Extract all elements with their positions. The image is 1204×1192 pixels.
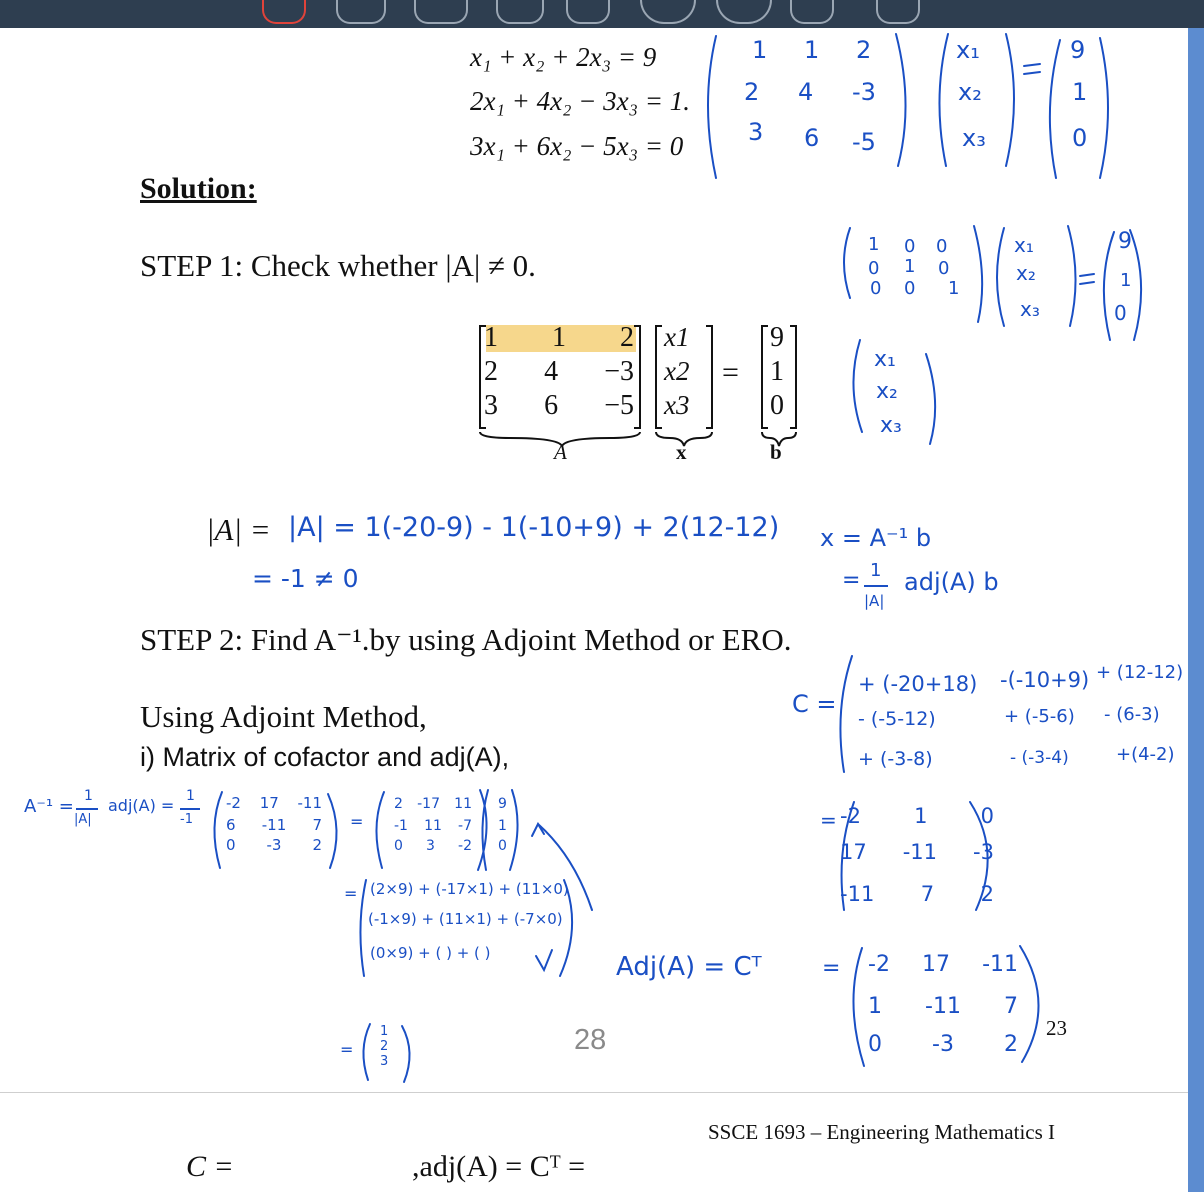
ainv-b-vector: 9 1 0	[498, 796, 507, 854]
hw-m-0-1: 1	[804, 36, 820, 64]
ainv-eq: =	[350, 812, 364, 831]
id-b-2: 0	[1114, 301, 1127, 325]
highlighter-tool-icon[interactable]	[876, 0, 920, 24]
det-a-label: |A| =	[206, 512, 271, 547]
result-eq: =	[340, 1040, 354, 1059]
label-b: b	[770, 440, 782, 464]
xv-0: x₁	[874, 347, 896, 372]
next-page-number: 23	[1046, 1016, 1067, 1040]
id-x-1: x₂	[1016, 261, 1036, 285]
c-eval-matrix: -2 1 0 17 -11 -3 -11 7 2	[840, 804, 994, 906]
x-formula2-prefix: =	[842, 568, 861, 593]
xv-2: x₃	[880, 413, 902, 438]
equation-2: 2x₁ + 4x₂ − 3x₃ = 1.	[470, 86, 691, 116]
prod-row-0: (2×9) + (-17×1) + (11×0)	[370, 880, 569, 898]
vector-x: x1 x2 x3	[664, 322, 690, 420]
ruler-tool-icon[interactable]	[566, 0, 610, 24]
c-row-2-2: +(4-2)	[1116, 744, 1175, 765]
prod-row-2: (0×9) + ( ) + ( )	[370, 944, 491, 962]
ainv-matrix-2: 2 -17 11 -1 11 -7 0 3 -2	[394, 796, 472, 854]
lasso-tool-icon[interactable]	[496, 0, 544, 24]
ainv-den: |A|	[74, 812, 92, 827]
drawing-toolbar	[0, 0, 1204, 28]
scrollbar[interactable]	[1188, 28, 1204, 1192]
hw-x-2: x₃	[962, 124, 986, 152]
c-label: C =	[792, 690, 837, 718]
equation-1: x₁ + x₂ + 2x₃ = 9	[470, 42, 657, 72]
matrix-a: 1 1 2 2 4 −3 3 6 −5	[484, 322, 634, 421]
handwritten-top-matrix	[700, 28, 1130, 188]
hw-x-0: x₁	[956, 36, 980, 64]
x-formula2-num: 1	[870, 560, 882, 581]
label-x: x	[676, 440, 687, 464]
bottom-adj-label: ,adj(A) = Cᵀ =	[412, 1150, 586, 1183]
handwritten-x-vector	[846, 336, 946, 452]
adj-matrix: -2 17 -11 1 -11 7 0 -3 2	[868, 952, 1018, 1057]
det-line-1: |A| = 1(-20-9) - 1(-10+9) + 2(12-12)	[288, 512, 780, 543]
adj-label: Adj(A) = Cᵀ	[616, 952, 762, 982]
id-2-0: 0	[870, 278, 882, 299]
hw-m-2-1: 6	[804, 124, 820, 152]
id-2-2: 1	[948, 278, 960, 299]
text-tool-icon[interactable]	[790, 0, 834, 24]
hw-m-0-0: 1	[752, 36, 768, 64]
page-divider	[0, 1092, 1188, 1093]
adj-eq: =	[822, 956, 841, 981]
hw-m-1-0: 2	[744, 78, 760, 106]
id-1-2: 0	[938, 258, 950, 279]
id-0-0: 1	[868, 234, 880, 255]
image-tool-icon[interactable]	[716, 0, 772, 24]
hw-m-1-1: 4	[798, 78, 814, 106]
result-brackets	[356, 1020, 426, 1086]
ainv-num2: 1	[186, 788, 195, 804]
hw-m-2-0: 3	[748, 118, 764, 146]
result-vector: 1 2 3	[380, 1024, 389, 1069]
c-row-1-2: - (6-3)	[1104, 704, 1160, 725]
handwritten-identity-system	[838, 222, 1158, 347]
ainv-num: 1	[84, 788, 93, 804]
pen-tool-icon[interactable]	[262, 0, 306, 24]
hw-m-0-2: 2	[856, 36, 872, 64]
ainv-adj: adj(A) =	[108, 796, 175, 815]
solution-heading: Solution:	[140, 172, 257, 205]
hw-b-1: 1	[1072, 78, 1088, 106]
equals-sign: =	[722, 356, 739, 389]
x-formula: x = A⁻¹ b	[820, 524, 932, 552]
vector-b: 9 1 0	[770, 322, 784, 421]
page-footer: SSCE 1693 – Engineering Mathematics I	[708, 1120, 1056, 1144]
ainv-fraction-bar	[76, 808, 98, 810]
eraser-tool-icon[interactable]	[414, 0, 468, 24]
marker-tool-icon[interactable]	[336, 0, 386, 24]
c-row-1-0: - (-5-12)	[858, 708, 936, 730]
id-0-1: 0	[904, 236, 916, 257]
step1-text: STEP 1: Check whether |A| ≠ 0.	[140, 248, 536, 283]
id-x-2: x₃	[1020, 297, 1040, 321]
id-1-0: 0	[868, 258, 880, 279]
id-2-1: 0	[904, 278, 916, 299]
xv-1: x₂	[876, 379, 898, 404]
c-row-0-0: + (-20+18)	[858, 672, 978, 696]
hw-m-1-2: -3	[852, 78, 876, 106]
ainv-matrix-1: -2 17 -11 6 -11 7 0 -3 2	[226, 794, 322, 854]
c-row-2-1: - (-3-4)	[1010, 748, 1069, 768]
id-b-0: 9	[1118, 229, 1132, 254]
c-eval-prefix: =	[820, 808, 837, 832]
ainv-den2: -1	[180, 812, 193, 827]
c-row-1-1: + (-5-6)	[1004, 706, 1075, 727]
hw-b-0: 9	[1070, 36, 1086, 64]
id-x-0: x₁	[1014, 233, 1034, 257]
c-row-0-2: + (12-12)	[1096, 662, 1184, 683]
step2-text: STEP 2: Find A⁻¹.by using Adjoint Method or ERO.	[140, 622, 792, 657]
prod-row-1: (-1×9) + (11×1) + (-7×0)	[368, 910, 563, 928]
item-i-text: i) Matrix of cofactor and adj(A),	[140, 742, 510, 772]
label-a: A	[554, 440, 567, 464]
hw-x-1: x₂	[958, 78, 982, 106]
prod-eq: =	[344, 884, 358, 903]
id-b-1: 1	[1120, 270, 1132, 291]
shape-tool-icon[interactable]	[640, 0, 696, 24]
ainv-fraction-bar-2	[180, 808, 200, 810]
equation-3: 3x₁ + 6x₂ − 5x₃ = 0	[470, 131, 684, 161]
x-formula2-rest: adj(A) b	[904, 568, 999, 596]
det-line-2: = -1 ≠ 0	[252, 564, 359, 593]
x-formula2-fraction-bar	[864, 585, 888, 587]
id-1-1: 1	[904, 256, 916, 277]
c-row-2-0: + (-3-8)	[858, 748, 933, 770]
c-row-0-1: -(-10+9)	[1000, 668, 1090, 692]
hw-b-2: 0	[1072, 124, 1088, 152]
method-text: Using Adjoint Method,	[140, 699, 427, 734]
page-number: 28	[574, 1024, 607, 1056]
bottom-c-label: C =	[186, 1150, 234, 1183]
ainv-label: A⁻¹ =	[24, 796, 74, 817]
id-0-2: 0	[936, 236, 948, 257]
hw-m-2-2: -5	[852, 128, 876, 156]
x-formula2-den: |A|	[864, 592, 885, 610]
